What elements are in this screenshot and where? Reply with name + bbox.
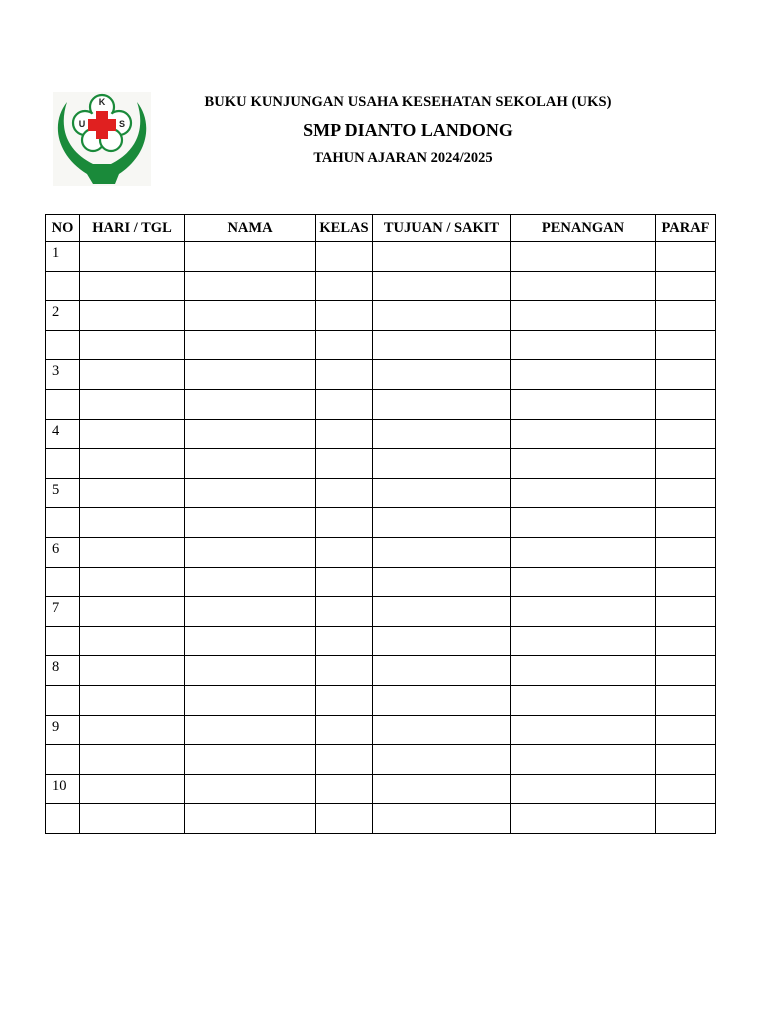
entry-cell[interactable]	[185, 449, 316, 479]
entry-cell[interactable]	[511, 804, 656, 834]
table-row	[46, 715, 716, 745]
entry-cell[interactable]	[511, 478, 656, 508]
entry-cell[interactable]	[80, 774, 185, 804]
entry-cell[interactable]	[511, 330, 656, 360]
row-number-cell: 5	[46, 478, 80, 508]
table-row	[46, 419, 716, 449]
entry-cell[interactable]	[511, 597, 656, 627]
entry-cell[interactable]	[656, 656, 716, 686]
entry-cell[interactable]	[511, 626, 656, 656]
table-row	[46, 656, 716, 686]
entry-cell[interactable]	[185, 478, 316, 508]
entry-cell[interactable]	[373, 449, 511, 479]
entry-cell[interactable]	[316, 242, 373, 272]
school-name: SMP DIANTO LANDONG	[303, 120, 513, 140]
entry-cell[interactable]	[373, 330, 511, 360]
entry-cell[interactable]	[80, 271, 185, 301]
entry-cell[interactable]	[511, 567, 656, 597]
entry-cell[interactable]	[80, 508, 185, 538]
col-header-date: HARI / TGL	[80, 215, 185, 242]
entry-cell[interactable]	[373, 537, 511, 567]
entry-cell[interactable]	[511, 715, 656, 745]
entry-cell[interactable]	[373, 656, 511, 686]
table-row	[46, 537, 716, 567]
entry-cell[interactable]	[316, 419, 373, 449]
entry-cell[interactable]	[511, 745, 656, 775]
entry-cell[interactable]	[373, 567, 511, 597]
row-number-cell	[46, 745, 80, 775]
entry-cell[interactable]	[316, 626, 373, 656]
entry-cell[interactable]	[373, 715, 511, 745]
row-number-cell	[46, 330, 80, 360]
row-number-cell	[46, 389, 80, 419]
entry-cell[interactable]	[656, 242, 716, 272]
entry-cell[interactable]	[656, 301, 716, 331]
table-row	[46, 804, 716, 834]
entry-cell[interactable]	[656, 389, 716, 419]
table-row	[46, 508, 716, 538]
entry-cell[interactable]	[656, 597, 716, 627]
col-header-no: NO	[46, 215, 80, 242]
entry-cell[interactable]	[511, 419, 656, 449]
entry-cell[interactable]	[185, 301, 316, 331]
row-number-cell	[46, 804, 80, 834]
entry-cell[interactable]	[316, 745, 373, 775]
entry-cell[interactable]	[80, 804, 185, 834]
entry-cell[interactable]	[80, 715, 185, 745]
entry-cell[interactable]	[656, 715, 716, 745]
entry-cell[interactable]	[80, 656, 185, 686]
entry-cell[interactable]	[185, 330, 316, 360]
row-number-cell: 4	[46, 419, 80, 449]
entry-cell[interactable]	[185, 774, 316, 804]
entry-cell[interactable]	[656, 745, 716, 775]
entry-cell[interactable]	[185, 537, 316, 567]
row-number-cell: 9	[46, 715, 80, 745]
entry-cell[interactable]	[373, 242, 511, 272]
entry-cell[interactable]	[80, 478, 185, 508]
table-row	[46, 567, 716, 597]
entry-cell[interactable]	[511, 537, 656, 567]
entry-cell[interactable]	[316, 360, 373, 390]
entry-cell[interactable]	[511, 360, 656, 390]
entry-cell[interactable]	[373, 478, 511, 508]
entry-cell[interactable]	[373, 508, 511, 538]
table-row	[46, 745, 716, 775]
table-row	[46, 597, 716, 627]
entry-cell[interactable]	[185, 360, 316, 390]
entry-cell[interactable]	[80, 330, 185, 360]
row-number-cell: 7	[46, 597, 80, 627]
entry-cell[interactable]	[511, 389, 656, 419]
table-row	[46, 330, 716, 360]
uks-logo	[53, 92, 151, 186]
entry-cell[interactable]	[80, 685, 185, 715]
entry-cell[interactable]	[80, 242, 185, 272]
row-number-cell	[46, 508, 80, 538]
entry-cell[interactable]	[185, 271, 316, 301]
entry-cell[interactable]	[511, 242, 656, 272]
row-number-cell: 2	[46, 301, 80, 331]
row-number-cell: 1	[46, 242, 80, 272]
entry-cell[interactable]	[373, 774, 511, 804]
academic-year: TAHUN AJARAN 2024/2025	[313, 150, 493, 166]
entry-cell[interactable]	[373, 389, 511, 419]
entry-cell[interactable]	[511, 774, 656, 804]
entry-cell[interactable]	[316, 567, 373, 597]
row-number-cell	[46, 567, 80, 597]
entry-cell[interactable]	[316, 656, 373, 686]
entry-cell[interactable]	[185, 685, 316, 715]
entry-cell[interactable]	[185, 804, 316, 834]
entry-cell[interactable]	[185, 745, 316, 775]
row-number-cell: 10	[46, 774, 80, 804]
col-header-purpose: TUJUAN / SAKIT	[373, 215, 511, 242]
entry-cell[interactable]	[373, 271, 511, 301]
row-number-cell	[46, 449, 80, 479]
row-number-cell	[46, 685, 80, 715]
row-number-cell: 6	[46, 537, 80, 567]
col-header-treatment: PENANGAN	[511, 215, 656, 242]
entry-cell[interactable]	[511, 656, 656, 686]
entry-cell[interactable]	[316, 804, 373, 834]
entry-cell[interactable]	[373, 360, 511, 390]
entry-cell[interactable]	[511, 449, 656, 479]
entry-cell[interactable]	[316, 715, 373, 745]
entry-cell[interactable]	[185, 242, 316, 272]
table-row	[46, 626, 716, 656]
table-row	[46, 389, 716, 419]
table-row	[46, 774, 716, 804]
entry-cell[interactable]	[511, 508, 656, 538]
entry-cell[interactable]	[656, 626, 716, 656]
entry-cell[interactable]	[316, 478, 373, 508]
document-title: BUKU KUNJUNGAN USAHA KESEHATAN SEKOLAH (UKS)	[204, 94, 612, 110]
table-row	[46, 301, 716, 331]
table-row	[46, 271, 716, 301]
entry-cell[interactable]	[80, 626, 185, 656]
entry-cell[interactable]	[316, 271, 373, 301]
entry-cell[interactable]	[80, 745, 185, 775]
entry-cell[interactable]	[185, 567, 316, 597]
entry-cell[interactable]	[185, 389, 316, 419]
entry-cell[interactable]	[316, 508, 373, 538]
entry-cell[interactable]	[373, 685, 511, 715]
col-header-name: NAMA	[185, 215, 316, 242]
logo-letter-k: K	[98, 97, 106, 107]
entry-cell[interactable]	[656, 449, 716, 479]
entry-cell[interactable]	[80, 567, 185, 597]
entry-cell[interactable]	[316, 389, 373, 419]
entry-cell[interactable]	[316, 685, 373, 715]
entry-cell[interactable]	[373, 419, 511, 449]
table-body	[46, 242, 716, 834]
entry-cell[interactable]	[511, 271, 656, 301]
entry-cell[interactable]	[316, 449, 373, 479]
entry-cell[interactable]	[656, 330, 716, 360]
entry-cell[interactable]	[656, 419, 716, 449]
entry-cell[interactable]	[656, 271, 716, 301]
entry-cell[interactable]	[185, 419, 316, 449]
entry-cell[interactable]	[511, 301, 656, 331]
entry-cell[interactable]	[185, 656, 316, 686]
row-number-cell: 8	[46, 656, 80, 686]
uks-emblem-icon	[53, 92, 151, 186]
entry-cell[interactable]	[80, 419, 185, 449]
entry-cell[interactable]	[656, 537, 716, 567]
row-number-cell	[46, 626, 80, 656]
entry-cell[interactable]	[656, 804, 716, 834]
entry-cell[interactable]	[656, 508, 716, 538]
logo-letter-s: S	[118, 119, 126, 129]
table-row	[46, 449, 716, 479]
table-row	[46, 242, 716, 272]
table-row	[46, 478, 716, 508]
row-number-cell	[46, 271, 80, 301]
entry-cell[interactable]	[316, 330, 373, 360]
table-header-row	[46, 215, 716, 242]
col-header-signature: PARAF	[656, 215, 716, 242]
visit-log-table	[45, 214, 716, 834]
entry-cell[interactable]	[80, 449, 185, 479]
entry-cell[interactable]	[80, 360, 185, 390]
entry-cell[interactable]	[185, 715, 316, 745]
entry-cell[interactable]	[656, 360, 716, 390]
row-number-cell: 3	[46, 360, 80, 390]
entry-cell[interactable]	[316, 597, 373, 627]
entry-cell[interactable]	[316, 301, 373, 331]
entry-cell[interactable]	[373, 626, 511, 656]
entry-cell[interactable]	[373, 804, 511, 834]
entry-cell[interactable]	[373, 745, 511, 775]
entry-cell[interactable]	[185, 508, 316, 538]
logo-letter-u: U	[78, 119, 86, 129]
table-row	[46, 360, 716, 390]
entry-cell[interactable]	[316, 774, 373, 804]
entry-cell[interactable]	[185, 626, 316, 656]
entry-cell[interactable]	[656, 774, 716, 804]
entry-cell[interactable]	[656, 478, 716, 508]
entry-cell[interactable]	[373, 301, 511, 331]
entry-cell[interactable]	[373, 597, 511, 627]
entry-cell[interactable]	[185, 597, 316, 627]
entry-cell[interactable]	[80, 389, 185, 419]
col-header-class: KELAS	[316, 215, 373, 242]
entry-cell[interactable]	[656, 685, 716, 715]
entry-cell[interactable]	[80, 597, 185, 627]
entry-cell[interactable]	[316, 537, 373, 567]
table-row	[46, 685, 716, 715]
entry-cell[interactable]	[80, 301, 185, 331]
entry-cell[interactable]	[656, 567, 716, 597]
entry-cell[interactable]	[80, 537, 185, 567]
entry-cell[interactable]	[511, 685, 656, 715]
